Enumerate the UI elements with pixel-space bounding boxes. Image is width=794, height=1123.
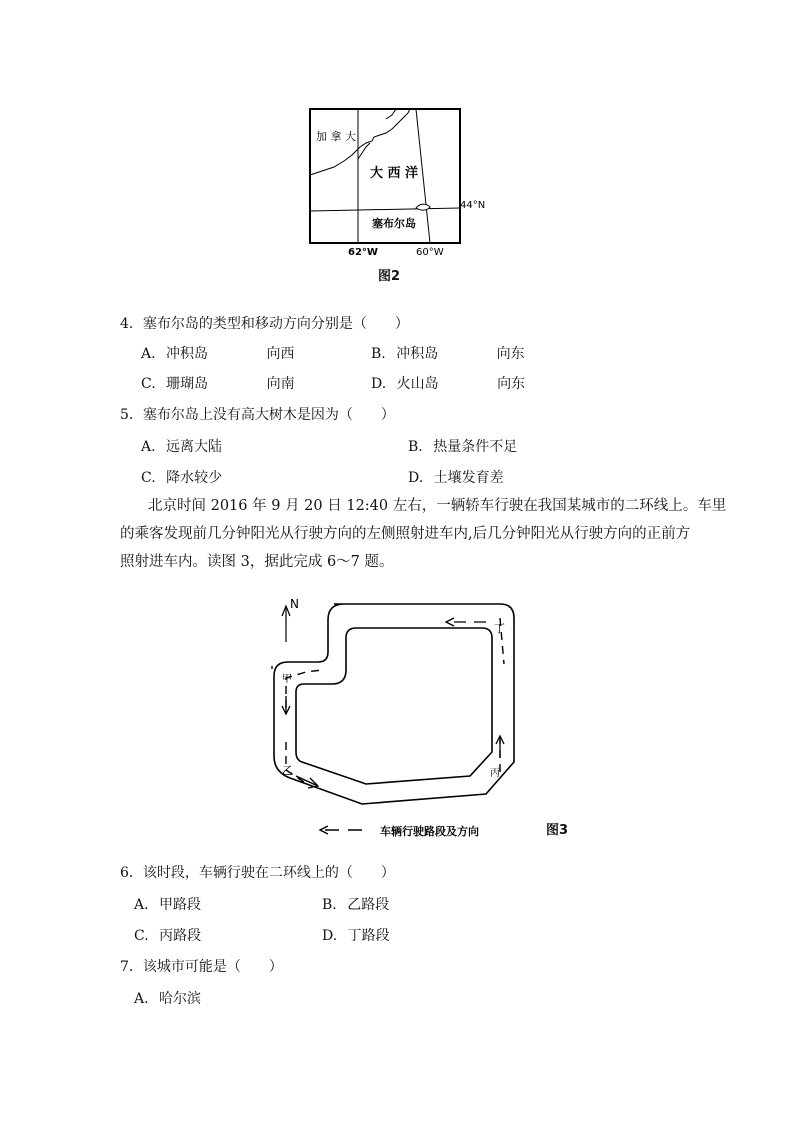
option-text: 火山岛 — [396, 376, 439, 392]
q4-option-d[interactable] — [371, 373, 525, 393]
latitude-label: 44°N — [460, 200, 486, 211]
q7-option-a[interactable] — [134, 988, 201, 1008]
option-direction: 向东 — [497, 376, 526, 392]
ocean-label: 大 西 洋 — [370, 166, 419, 181]
option-letter: C. — [141, 376, 156, 392]
passage-text — [120, 492, 727, 576]
option-letter: D. — [408, 470, 424, 486]
segment-yi-label: 乙 — [282, 764, 293, 777]
legend-label: 车辆行驶路段及方向 — [380, 825, 479, 838]
q6-option-a[interactable] — [134, 894, 201, 914]
option-letter: B. — [371, 346, 386, 362]
passage-line-2: 的乘客发现前几分钟阳光从行驶方向的左侧照射进车内,后几分钟阳光从行驶方向的正前方 — [120, 526, 691, 542]
longitude-right-label: 60°W — [416, 247, 444, 258]
option-text: 降水较少 — [166, 470, 223, 486]
option-direction: 向东 — [496, 346, 525, 362]
segment-jia-label: 甲 — [282, 674, 292, 685]
question-7-stem: 7．该城市可能是（ ） — [120, 959, 283, 975]
option-letter: A. — [134, 897, 149, 913]
option-text: 甲路段 — [159, 897, 202, 913]
option-letter: A. — [141, 439, 156, 455]
question-6-stem: 6．该时段，车辆行驶在二环线上的（ ） — [120, 865, 395, 881]
q5-option-d[interactable] — [408, 467, 504, 487]
question-4-stem: 4．塞布尔岛的类型和移动方向分别是（ ） — [120, 316, 409, 332]
option-text: 土壤发育差 — [433, 470, 504, 486]
option-text: 珊瑚岛 — [166, 376, 209, 392]
option-text: 冲积岛 — [396, 346, 439, 362]
option-letter: C. — [134, 928, 149, 944]
island-label: 塞布尔岛 — [372, 217, 416, 230]
option-text: 冲积岛 — [166, 346, 209, 362]
option-direction: 向西 — [266, 346, 295, 362]
option-text: 热量条件不足 — [433, 439, 518, 455]
q6-option-b[interactable] — [322, 894, 389, 914]
ring-road-outer — [274, 604, 514, 804]
figure-2-caption: 图2 — [378, 269, 401, 284]
option-direction: 向南 — [266, 376, 295, 392]
north-label: N — [290, 597, 299, 611]
longitude-left-label: 62°W — [348, 247, 378, 258]
option-letter: C. — [141, 470, 156, 486]
figure-3-ring-road — [262, 592, 582, 842]
segment-ding-label: 丁 — [494, 622, 505, 635]
option-letter: D. — [371, 376, 387, 392]
figure-2-map — [300, 105, 500, 260]
option-letter: A. — [134, 991, 149, 1007]
q5-option-a[interactable] — [141, 436, 222, 456]
option-text: 丙路段 — [159, 928, 202, 944]
q5-option-b[interactable] — [408, 436, 517, 456]
figure-3-caption: 图3 — [546, 823, 569, 838]
passage-line-1: 北京时间 2016 年 9 月 20 日 12:40 左右，一辆轿车行驶在我国某城市的二环线上。车里 — [148, 498, 727, 514]
canada-label: 加 拿 大 — [316, 130, 356, 143]
option-letter: D. — [322, 928, 338, 944]
option-text: 丁路段 — [347, 928, 390, 944]
q6-option-c[interactable] — [134, 925, 201, 945]
option-letter: A. — [141, 346, 156, 362]
q4-option-b[interactable] — [371, 343, 525, 363]
question-5-stem: 5．塞布尔岛上没有高大树木是因为（ ） — [120, 407, 395, 423]
option-letter: B. — [322, 897, 337, 913]
ring-road-inner — [296, 628, 492, 784]
q4-option-a[interactable] — [141, 343, 294, 363]
option-letter: B. — [408, 439, 423, 455]
q4-option-c[interactable] — [141, 373, 295, 393]
q6-option-d[interactable] — [322, 925, 390, 945]
passage-line-3: 照射进车内。读图 3，据此完成 6～7 题。 — [120, 554, 394, 570]
segment-bing-label: 丙 — [490, 768, 500, 779]
option-text: 远离大陆 — [166, 439, 223, 455]
option-text: 乙路段 — [347, 897, 390, 913]
option-text: 哈尔滨 — [159, 991, 202, 1007]
q5-option-c[interactable] — [141, 467, 222, 487]
